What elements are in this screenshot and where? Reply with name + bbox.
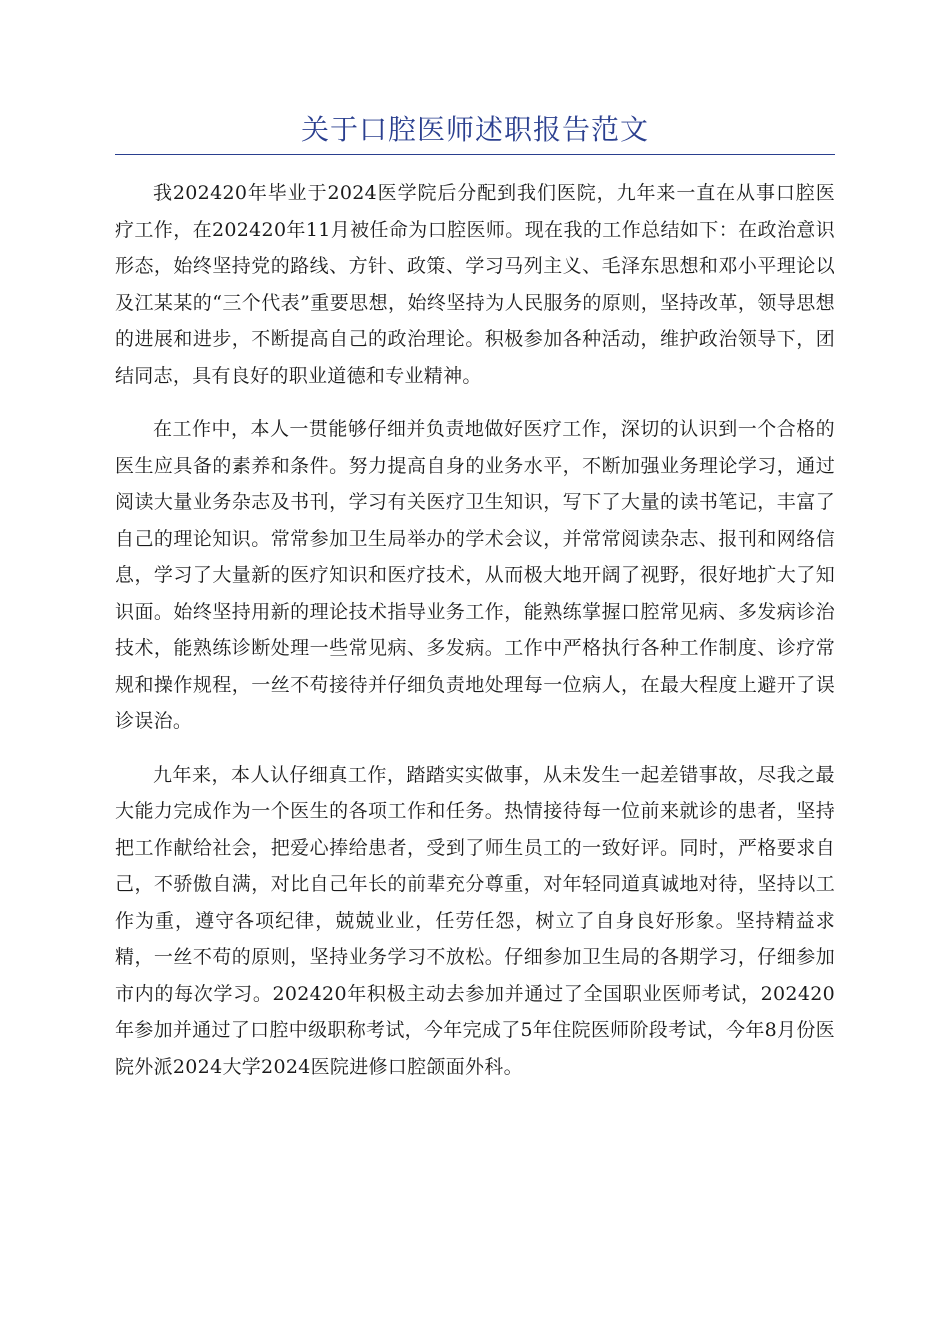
document-page xyxy=(115,108,835,1102)
title-underline xyxy=(115,154,835,155)
paragraph-2: 在工作中，本人一贯能够仔细并负责地做好医疗工作，深切的认识到一个合格的医生应具备的素养和条件。努力提高自身的业务水平，不断加强业务理论学习，通过阅读大量业务杂志及书刊，学习有关医疗卫生知识，写下了大量的读书笔记，丰富了自己的理论知识。常常参加卫生局举办的学术会议，并常常阅读杂志、报刊和网络信息，学习了大量新的医疗知识和医疗技术，从而极大地开阔了视野，很好地扩大了知识面。始终坚持用新的理论技术指导业务工作，能熟练掌握口腔常见病、多发病诊治技术，能熟练诊断处理一些常见病、多发病。工作中严格执行各种工作制度、诊疗常规和操作规程，一丝不苟接待并仔细负责地处理每一位病人，在最大程度上避开了误诊误治。 xyxy=(115,418,835,732)
paragraph-1: 我202420年毕业于2024医学院后分配到我们医院，九年来一直在从事口腔医疗工作，在202420年11月被任命为口腔医师。现在我的工作总结如下：在政治意识形态，始终坚持党的路线、方针、政策、学习马列主义、毛泽东思想和邓小平理论以及江某某的“三个代表”重要思想，始终坚持为人民服务的原则，坚持改革，领导思想的进展和进步，不断提高自己的政治理论。积极参加各种活动，维护政治领导下，团结同志，具有良好的职业道德和专业精神。 xyxy=(115,182,835,387)
document-body xyxy=(115,175,835,1085)
paragraph-3: 九年来，本人认仔细真工作，踏踏实实做事，从未发生一起差错事故，尽我之最大能力完成作为一个医生的各项工作和任务。热情接待每一位前来就诊的患者，坚持把工作献给社会，把爱心捧给患者，受到了师生员工的一致好评。同时，严格要求自己，不骄傲自满，对比自己年长的前辈充分尊重，对年轻同道真诚地对待，坚持以工作为重，遵守各项纪律，兢兢业业，任劳任怨，树立了自身良好形象。坚持精益求精，一丝不苟的原则，坚持业务学习不放松。仔细参加卫生局的各期学习，仔细参加市内的每次学习。202420年积极主动去参加并通过了全国职业医师考试，202420年参加并通过了口腔中级职称考试，今年完成了5年住院医师阶段考试，今年8月份医院外派2024大学2024医院进修口腔颌面外科。 xyxy=(115,763,835,1078)
document-title: 关于口腔医师述职报告范文 xyxy=(300,113,649,146)
